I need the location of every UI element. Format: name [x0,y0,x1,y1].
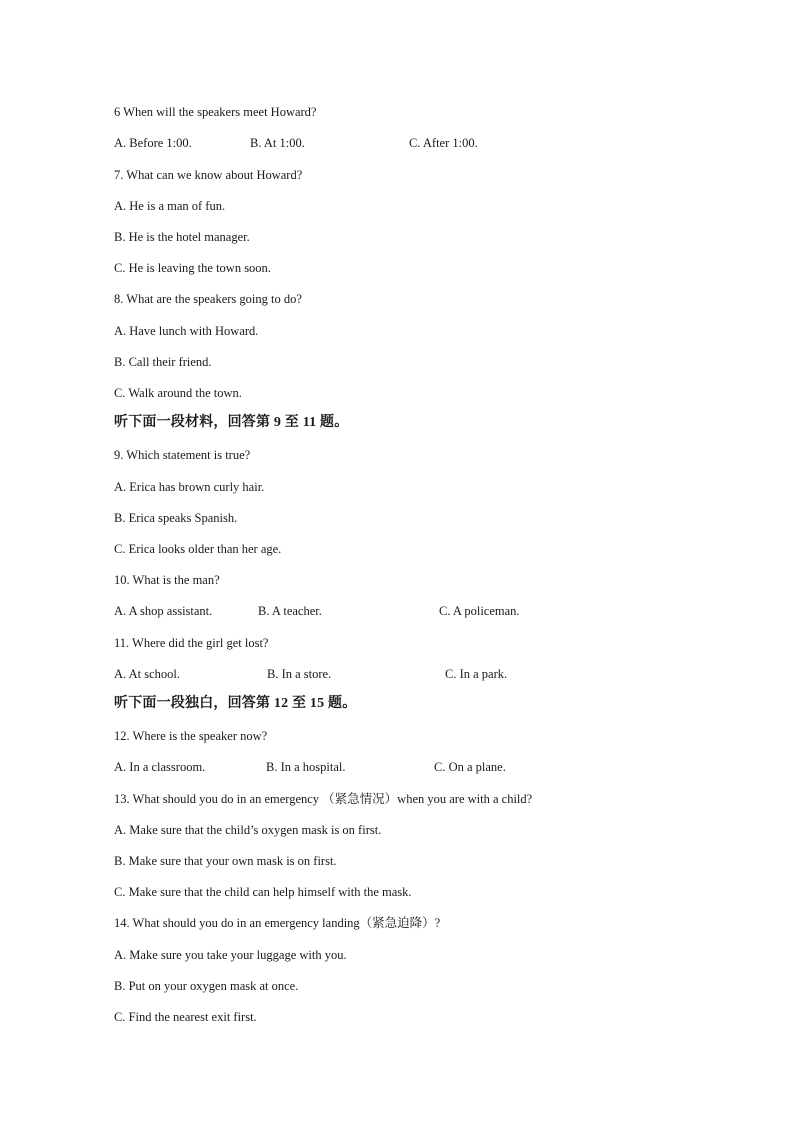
q13-option-b: B. Make sure that your own mask is on first. [114,854,337,868]
q12-option-b: B. In a hospital. [266,760,346,774]
q13-option-c: C. Make sure that the child can help himself with the mask. [114,885,412,899]
q6-option-a: A. Before 1:00. [114,136,192,150]
q14-option-b: B. Put on your oxygen mask at once. [114,979,299,993]
q9-option-a: A. Erica has brown curly hair. [114,480,265,494]
q14-option-c: C. Find the nearest exit first. [114,1010,257,1024]
question-7: 7. What can we know about Howard? [114,168,303,182]
section-heading-12-15: 听下面一段独白，回答第 12 至 15 题。 [114,696,357,711]
question-6: 6 When will the speakers meet Howard? [114,105,317,119]
question-14: 14. What should you do in an emergency landing（紧急迫降）? [114,916,441,930]
q8-option-a: A. Have lunch with Howard. [114,324,259,338]
question-12: 12. Where is the speaker now? [114,729,268,743]
question-10: 10. What is the man? [114,573,220,587]
q9-option-b: B. Erica speaks Spanish. [114,511,238,525]
q7-option-b: B. He is the hotel manager. [114,230,250,244]
section-heading-9-11: 听下面一段材料，回答第 9 至 11 题。 [114,415,349,430]
q14-option-a: A. Make sure you take your luggage with you. [114,948,347,962]
q6-option-b: B. At 1:00. [250,136,305,150]
question-11: 11. Where did the girl get lost? [114,636,269,650]
question-8: 8. What are the speakers going to do? [114,292,302,306]
q8-option-c: C. Walk around the town. [114,386,242,400]
q9-option-c: C. Erica looks older than her age. [114,542,282,556]
q7-option-c: C. He is leaving the town soon. [114,261,271,275]
q11-option-a: A. At school. [114,667,180,681]
q13-option-a: A. Make sure that the child’s oxygen mask is on first. [114,823,382,837]
q11-option-b: B. In a store. [267,667,332,681]
q10-option-b: B. A teacher. [258,604,322,618]
q6-option-c: C. After 1:00. [409,136,478,150]
q10-option-c: C. A policeman. [439,604,520,618]
q10-option-a: A. A shop assistant. [114,604,213,618]
question-9: 9. Which statement is true? [114,448,251,462]
q12-option-a: A. In a classroom. [114,760,206,774]
q8-option-b: B. Call their friend. [114,355,212,369]
question-13: 13. What should you do in an emergency （紧急情况）when you are with a child? [114,792,533,806]
q11-option-c: C. In a park. [445,667,508,681]
q12-option-c: C. On a plane. [434,760,506,774]
q7-option-a: A. He is a man of fun. [114,199,226,213]
